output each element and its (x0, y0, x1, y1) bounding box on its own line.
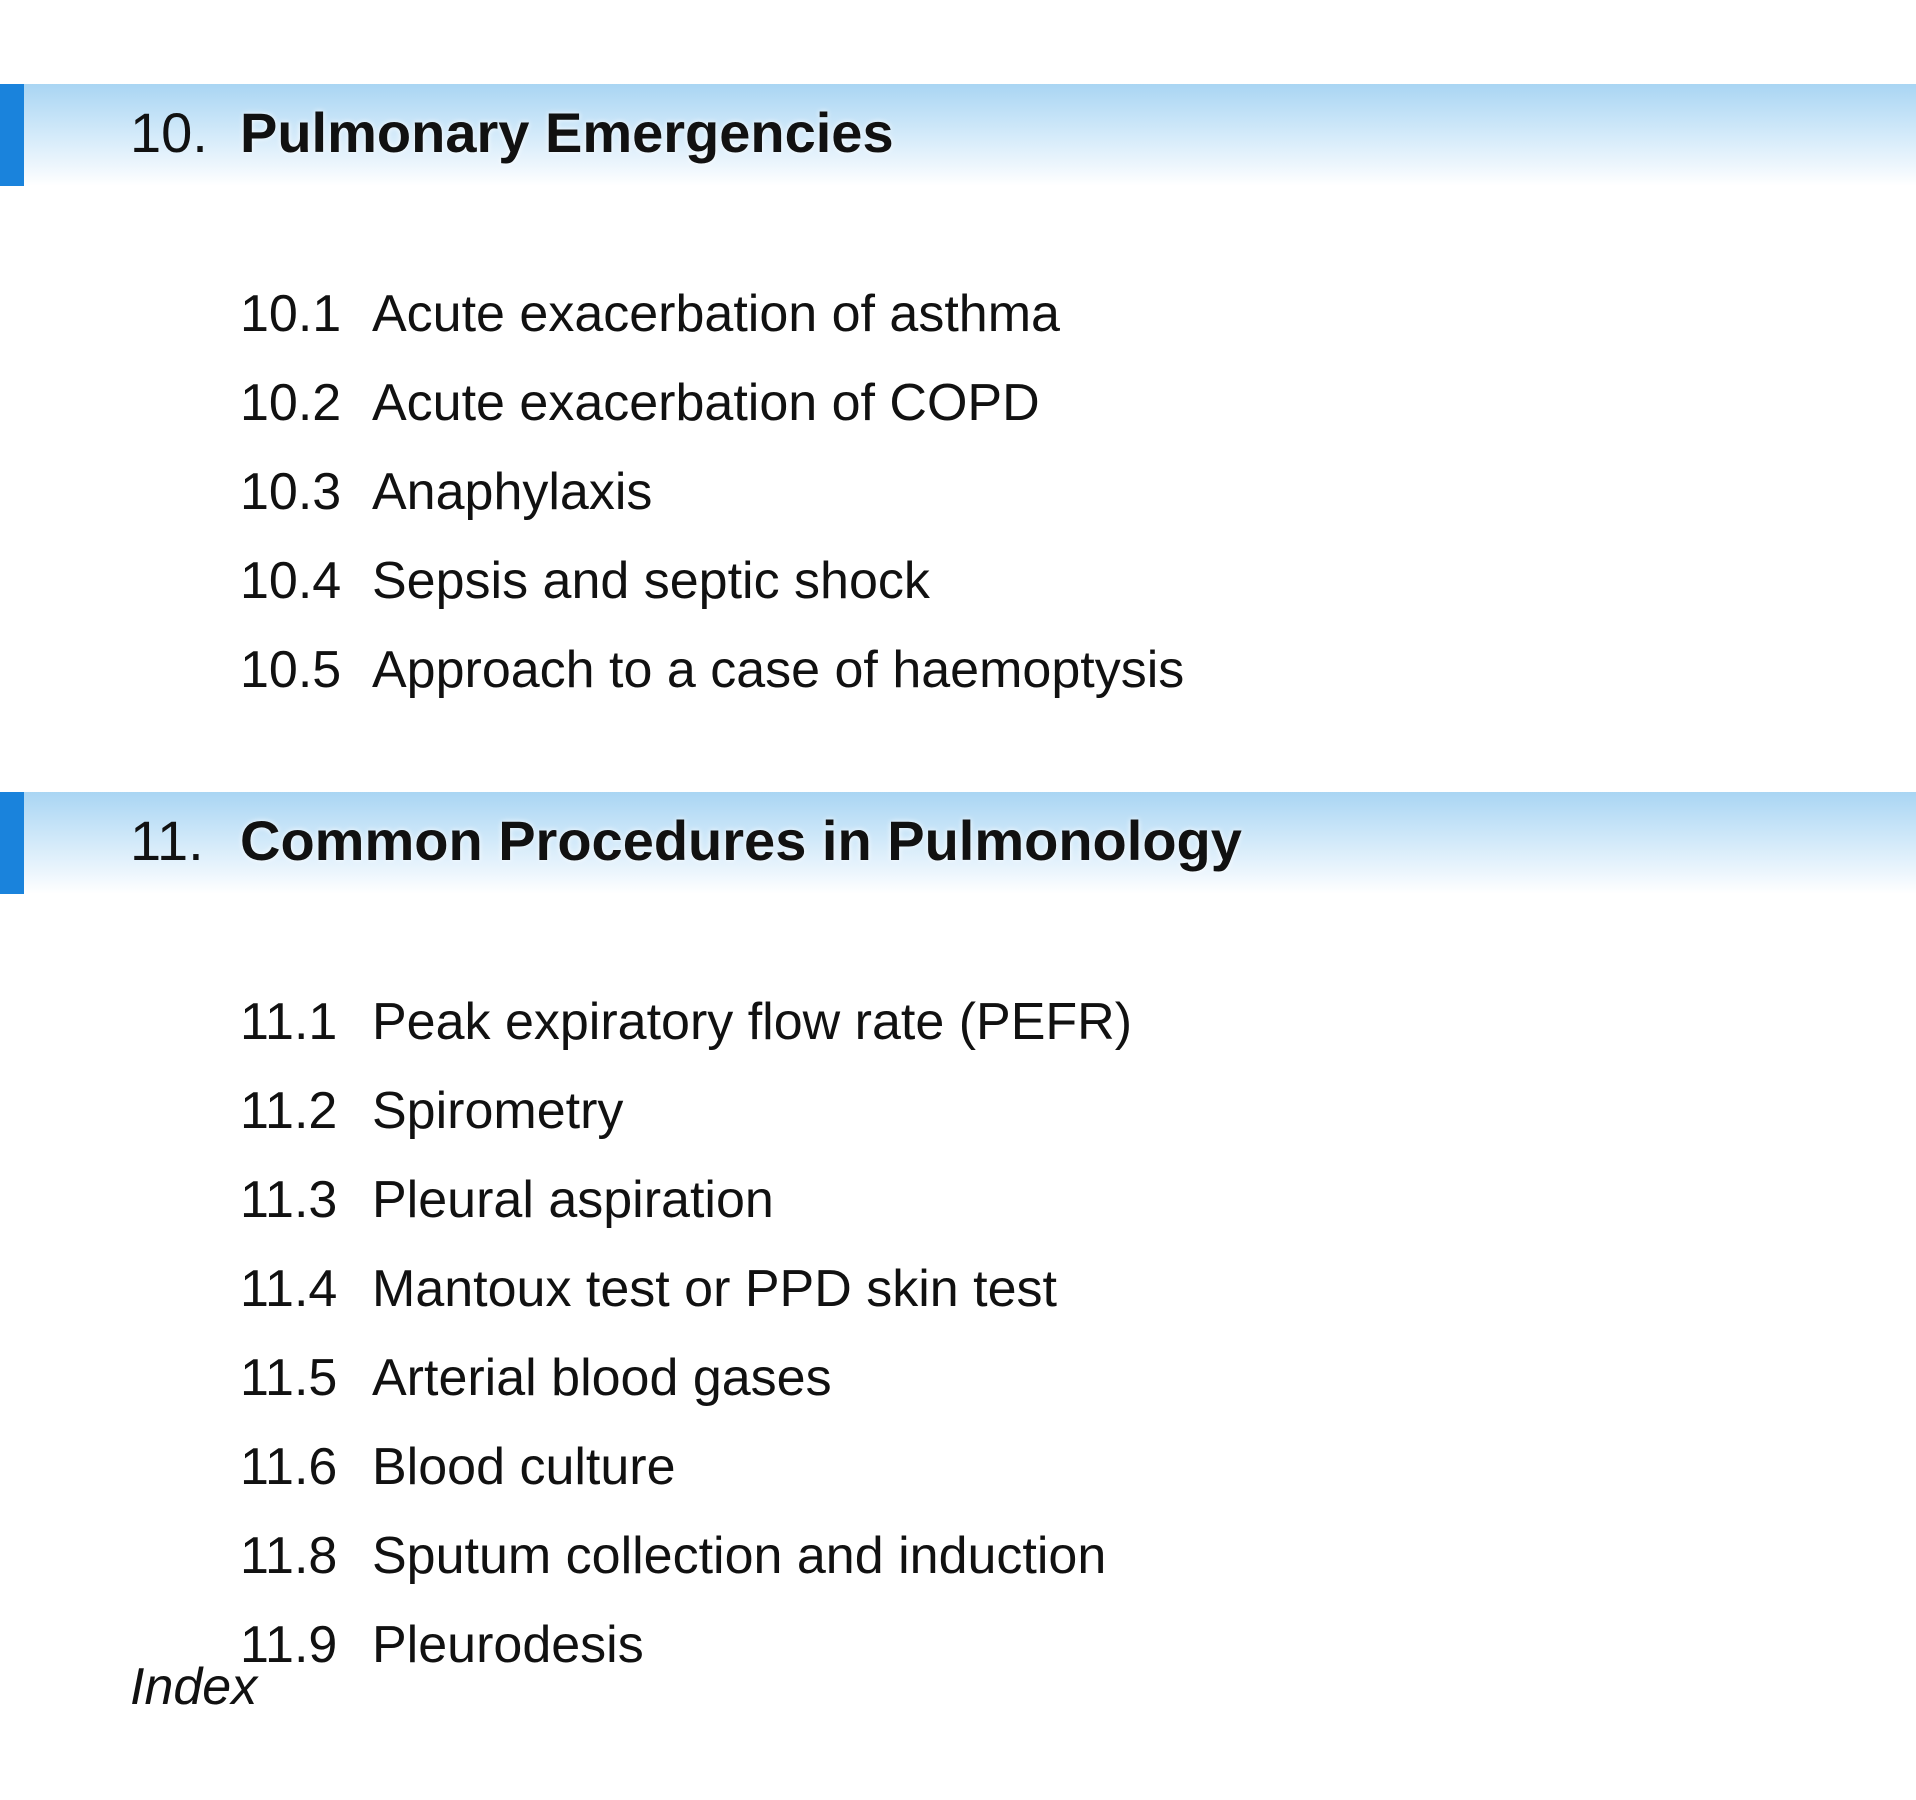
toc-entry[interactable] (240, 1067, 1132, 1156)
entry-title: Pleural aspiration (372, 1171, 774, 1229)
entry-title: Sepsis and septic shock (372, 552, 930, 610)
entry-title: Spirometry (372, 1082, 624, 1140)
chapter-title[interactable]: Pulmonary Emergencies (240, 101, 894, 164)
entry-number: 11.9 (240, 1616, 338, 1674)
index-link[interactable]: Index (130, 1658, 258, 1716)
entry-number: 11.6 (240, 1438, 338, 1496)
entry-number: 11.2 (240, 1082, 338, 1140)
chapter-title[interactable]: Common Procedures in Pulmonology (240, 809, 1242, 872)
entry-title: Blood culture (372, 1438, 676, 1496)
toc-entry[interactable] (240, 1334, 1132, 1423)
chapter-number: 10. (130, 101, 208, 164)
toc-entry[interactable] (240, 270, 1184, 359)
chapter-number: 11. (130, 809, 204, 872)
toc-entry[interactable] (240, 448, 1184, 537)
entry-number: 11.8 (240, 1527, 338, 1585)
entry-number: 10.3 (240, 463, 342, 521)
entry-number: 11.1 (240, 993, 338, 1051)
entry-number: 11.5 (240, 1349, 338, 1407)
entry-number: 10.1 (240, 285, 342, 343)
chapter-10-section (0, 84, 1916, 699)
toc-entry[interactable] (240, 359, 1184, 448)
chapter-11-banner (0, 792, 1916, 894)
toc-entry[interactable] (240, 1601, 1132, 1690)
entry-title: Approach to a case of haemoptysis (372, 641, 1185, 699)
entry-number: 10.2 (240, 374, 342, 432)
chapter-11-entry-list (240, 978, 1132, 1690)
entry-number: 10.4 (240, 552, 342, 610)
toc-entry[interactable] (240, 626, 1184, 715)
entry-title: Peak expiratory flow rate (PEFR) (372, 993, 1133, 1051)
entry-number: 11.4 (240, 1260, 338, 1318)
entry-title: Pleurodesis (372, 1616, 644, 1674)
chapter-accent-bar (0, 792, 24, 894)
entry-title: Anaphylaxis (372, 463, 653, 521)
chapter-10-banner (0, 84, 1916, 186)
toc-entry[interactable] (240, 1423, 1132, 1512)
toc-entry[interactable] (240, 1245, 1132, 1334)
entry-title: Mantoux test or PPD skin test (372, 1260, 1057, 1318)
entry-number: 10.5 (240, 641, 342, 699)
toc-entry[interactable] (240, 1156, 1132, 1245)
toc-entry[interactable] (240, 537, 1184, 626)
entry-title: Sputum collection and induction (372, 1527, 1107, 1585)
chapter-10-entry-list (240, 270, 1184, 715)
toc-entry[interactable] (240, 978, 1132, 1067)
chapter-11-section (0, 792, 1916, 1674)
chapter-accent-bar (0, 84, 24, 186)
entry-title: Acute exacerbation of COPD (372, 374, 1040, 432)
entry-number: 11.3 (240, 1171, 338, 1229)
toc-entry[interactable] (240, 1512, 1132, 1601)
entry-title: Acute exacerbation of asthma (372, 285, 1060, 343)
entry-title: Arterial blood gases (372, 1349, 832, 1407)
